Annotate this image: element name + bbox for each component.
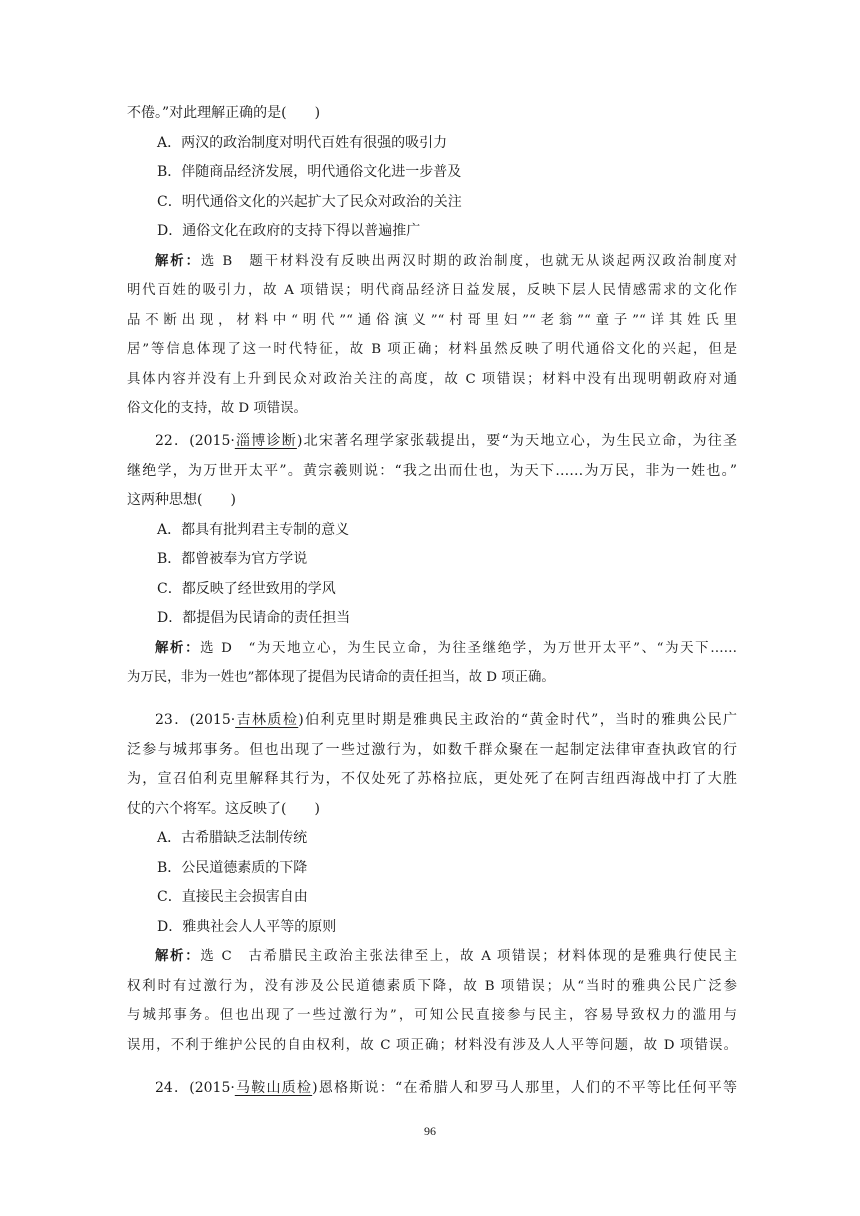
question-stem-line: 23．(2015·吉林质检)伯利克里时期是雅典民主政治的“黄金时代”，当时的雅典公民广 (155, 712, 737, 728)
question-stem-line: 仗的六个将军。这反映了( ) (127, 800, 320, 817)
analysis-label: 解析： (155, 948, 201, 964)
analysis-line: 为万民，非为一姓也”都体现了提倡为民请命的责任担当，故 D 项正确。 (127, 670, 555, 685)
question-stem-line: 继绝学，为万世开太平”。黄宗羲则说：“我之出而仕也，为天下……为万民，非为一姓也。” (127, 462, 737, 479)
question-stem-line: 22．(2015·淄博诊断)北宋著名理学家张载提出，要“为天地立心，为生民立命，为往圣 (155, 433, 737, 449)
option-c: C．直接民主会损害自由 (157, 889, 308, 905)
question-source: 淄博诊断 (234, 433, 297, 449)
analysis-label: 解析： (155, 252, 201, 269)
option-b: B．伴随商品经济发展，明代通俗文化进一步普及 (157, 164, 462, 180)
question-stem-line: 为，宣召伯利克里解释其行为，不仅处死了苏格拉底，更处死了在阿吉纽西海战中打了大胜 (127, 771, 737, 787)
question-21 (127, 99, 737, 424)
analysis-label: 解析： (155, 639, 201, 656)
question-23 (127, 706, 737, 1060)
option-c: C．都反映了经世致用的学风 (157, 580, 336, 597)
question-stem-line: 24．(2015·马鞍山质检)恩格斯说：“在希腊人和罗马人那里，人们的不平等比任何平等 (155, 1080, 737, 1096)
analysis-line: 与城邦事务。但也出现了一些过激行为”，可知公民直接参与民主，容易导致权力的滥用与 (127, 1008, 737, 1023)
option-a: A．古希腊缺乏法制传统 (157, 830, 308, 846)
analysis-line: 解析：选 C 古希腊民主政治主张法律至上，故 A 项错误；材料体现的是雅典行使民主 (155, 948, 737, 964)
question-source: 吉林质检 (235, 712, 299, 728)
option-d: D．通俗文化在政府的支持下得以普遍推广 (157, 223, 421, 239)
question-stem-line: 泛参与城邦事务。但也出现了一些过激行为，如数千群众聚在一起制定法律审查执政官的行 (127, 741, 737, 758)
question-21-tail: 不倦。”对此理解正确的是( ) (127, 105, 321, 121)
option-d: D．都提倡为民请命的责任担当 (157, 610, 351, 626)
analysis-line: 明代百姓的吸引力，故 A 项错误；明代商品经济日益发展，反映下层人民情感需求的文化作 (127, 283, 737, 298)
option-b: B．公民道德素质的下降 (157, 859, 308, 876)
analysis-line: 具体内容并没有上升到民众对政治关注的高度，故 C 项错误；材料中没有出现明朝政府对通 (127, 371, 737, 387)
question-stem-line: 这两种思想( ) (127, 492, 236, 508)
analysis-line: 解析：选 D “为天地立心，为生民立命，为往圣继绝学，为万世开太平”、“为天下…… (155, 639, 737, 656)
analysis-line: 品不断出现，材料中“明代”“通俗演义”“村哥里妇”“老翁”“童子”“详其姓氏里 (127, 312, 737, 328)
analysis-line: 误用，不利于维护公民的自由权利，故 C 项正确；材料没有涉及人人平等问题，故 D 项错误。 (127, 1037, 737, 1053)
option-a: A．两汉的政治制度对明代百姓有很强的吸引力 (157, 134, 448, 151)
option-a: A．都具有批判君主专制的意义 (157, 521, 350, 538)
analysis-line: 俗文化的支持，故 D 项错误。 (127, 401, 307, 416)
option-c: C．明代通俗文化的兴起扩大了民众对政治的关注 (157, 193, 462, 210)
analysis-line: 解析：选 B 题干材料没有反映出两汉时期的政治制度，也就无从谈起两汉政治制度对 (155, 252, 737, 269)
analysis-line: 居”等信息体现了这一时代特征，故 B 项正确；材料虽然反映了明代通俗文化的兴起，但是 (127, 342, 737, 357)
option-d: D．雅典社会人人平等的原则 (157, 918, 337, 935)
option-b: B．都曾被奉为官方学说 (157, 551, 308, 567)
question-22 (127, 427, 737, 693)
question-24 (127, 1074, 737, 1104)
question-source: 马鞍山质检 (234, 1080, 313, 1096)
analysis-line: 权利时有过激行为，没有涉及公民道德素质下降，故 B 项错误；从“当时的雅典公民广泛参 (127, 978, 737, 994)
page-number: 96 (424, 1124, 436, 1138)
